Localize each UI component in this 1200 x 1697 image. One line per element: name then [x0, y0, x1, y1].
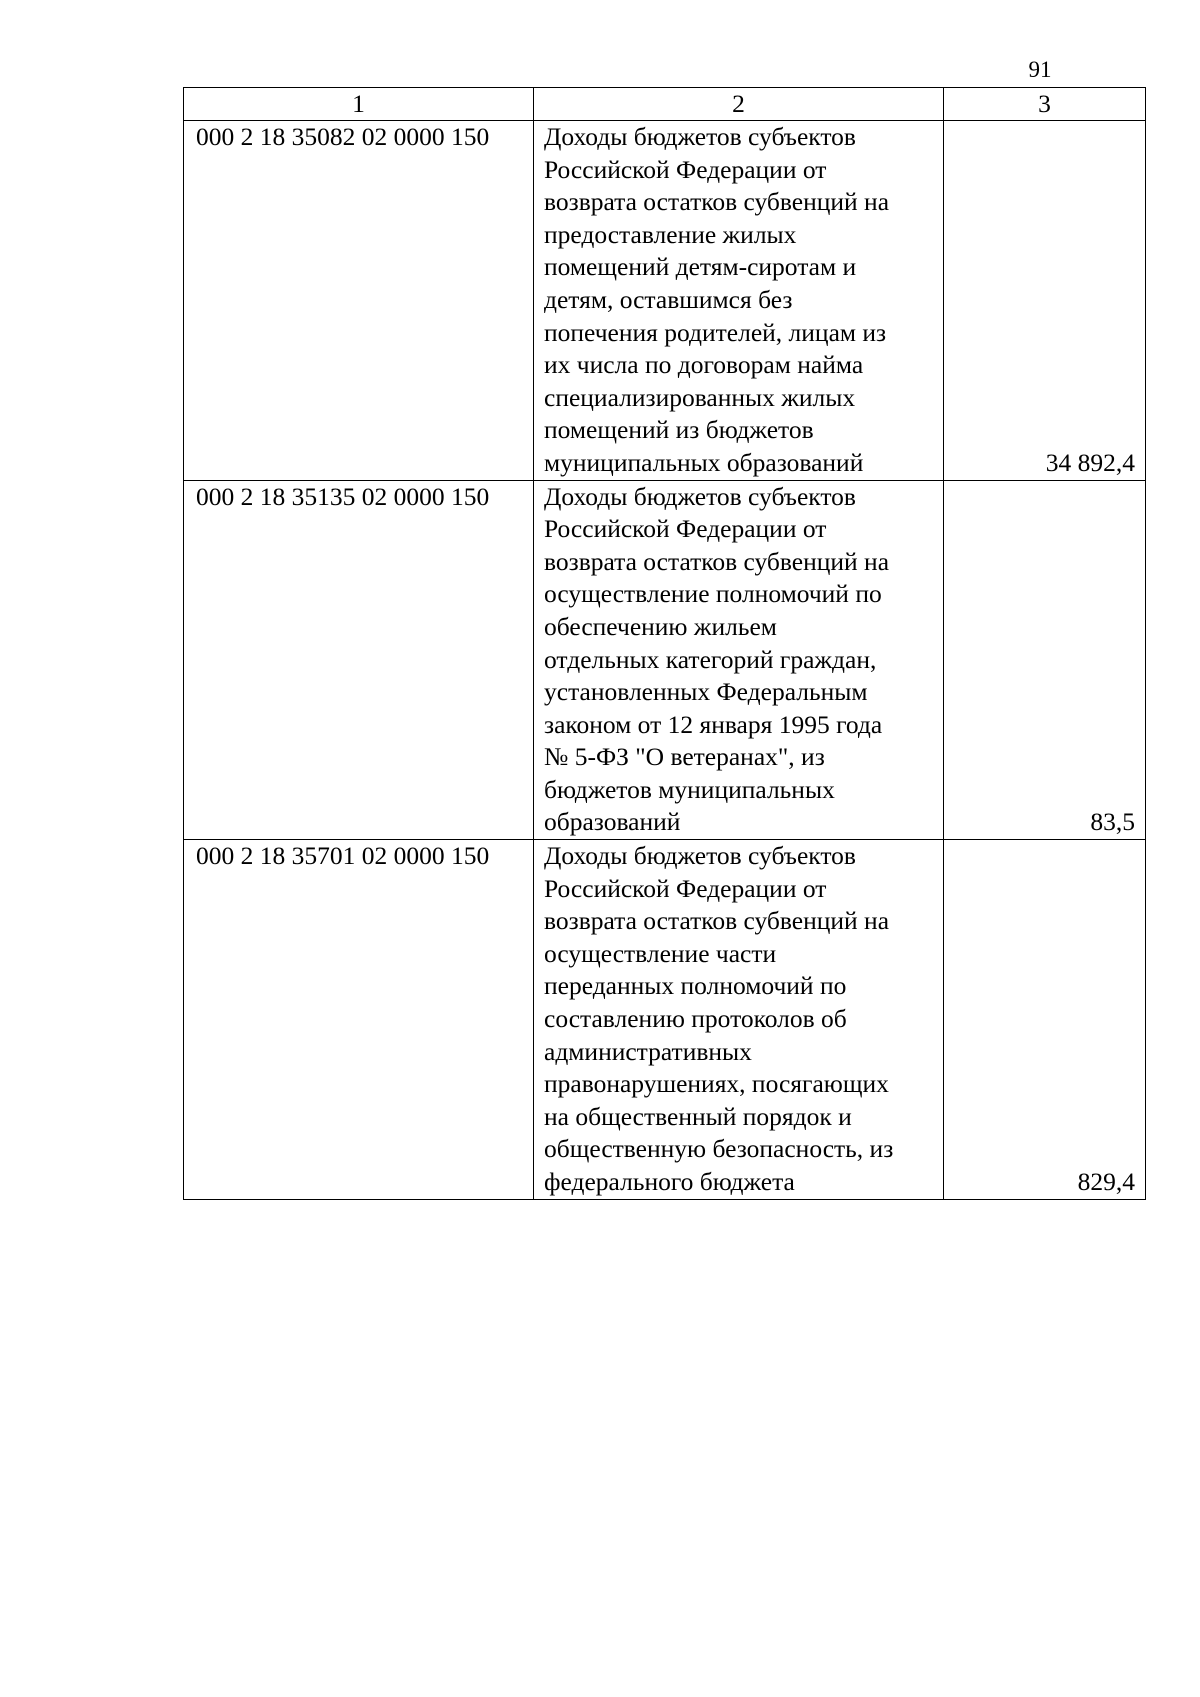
description-line: образований [544, 807, 681, 837]
description-line: Российской Федерации от [544, 154, 827, 184]
description-line: возврата остатков субвенций на [544, 906, 890, 936]
description-line: возврата остатков субвенций на [544, 187, 890, 217]
description-line: Доходы бюджетов субъектов [544, 481, 856, 511]
description-line: Российской Федерации от [544, 514, 827, 544]
description-line: Доходы бюджетов субъектов [544, 841, 856, 871]
description-line: Доходы бюджетов субъектов [544, 122, 856, 151]
table-row [184, 840, 1146, 1200]
description-line: осуществление части [544, 938, 777, 968]
budget-code-cell: 000 2 18 35135 02 0000 150 [184, 480, 534, 840]
description-line: общественную безопасность, из [544, 1134, 894, 1164]
table-header-row [184, 88, 1146, 121]
page-number: 91 [1028, 57, 1052, 82]
description-line: детям, оставшимся без [544, 284, 793, 314]
budget-income-table [183, 87, 1146, 1200]
description-line: осуществление полномочий по [544, 579, 882, 609]
description-line: их числа по договорам найма [544, 350, 864, 380]
description-line: Российской Федерации от [544, 873, 827, 903]
description-line: установленных Федеральным [544, 677, 868, 707]
description-line: возврата остатков субвенций на [544, 546, 890, 576]
description-line: № 5-ФЗ "О ветеранах", из [544, 742, 825, 772]
description-line: предоставление жилых [544, 219, 797, 249]
description-cell [534, 480, 944, 840]
description-line: попечения родителей, лицам из [544, 317, 887, 347]
description-cell [534, 121, 944, 481]
column-header-description: 2 [534, 88, 944, 121]
table-row [184, 480, 1146, 840]
column-header-code: 1 [184, 88, 534, 121]
budget-code-cell: 000 2 18 35082 02 0000 150 [184, 121, 534, 481]
description-line: отдельных категорий граждан, [544, 644, 877, 674]
description-line: законом от 12 января 1995 года [544, 709, 883, 739]
amount-cell: 83,5 [944, 480, 1146, 840]
amount-cell: 34 892,4 [944, 121, 1146, 481]
description-line: переданных полномочий по [544, 971, 847, 1001]
description-line: муниципальных образований [544, 447, 864, 477]
budget-code-cell: 000 2 18 35701 02 0000 150 [184, 840, 534, 1200]
description-cell [534, 840, 944, 1200]
description-line: правонарушениях, посягающих [544, 1069, 889, 1099]
description-line: федерального бюджета [544, 1167, 795, 1196]
description-line: административных [544, 1036, 752, 1066]
description-line: на общественный порядок и [544, 1101, 852, 1131]
column-header-amount: 3 [944, 88, 1146, 121]
description-line: специализированных жилых [544, 382, 856, 412]
description-line: обеспечению жильем [544, 611, 777, 641]
description-line: составлению протоколов об [544, 1004, 847, 1034]
table-row [184, 121, 1146, 481]
description-line: помещений детям-сиротам и [544, 252, 857, 282]
amount-cell: 829,4 [944, 840, 1146, 1200]
description-line: бюджетов муниципальных [544, 774, 835, 804]
description-line: помещений из бюджетов [544, 415, 814, 445]
